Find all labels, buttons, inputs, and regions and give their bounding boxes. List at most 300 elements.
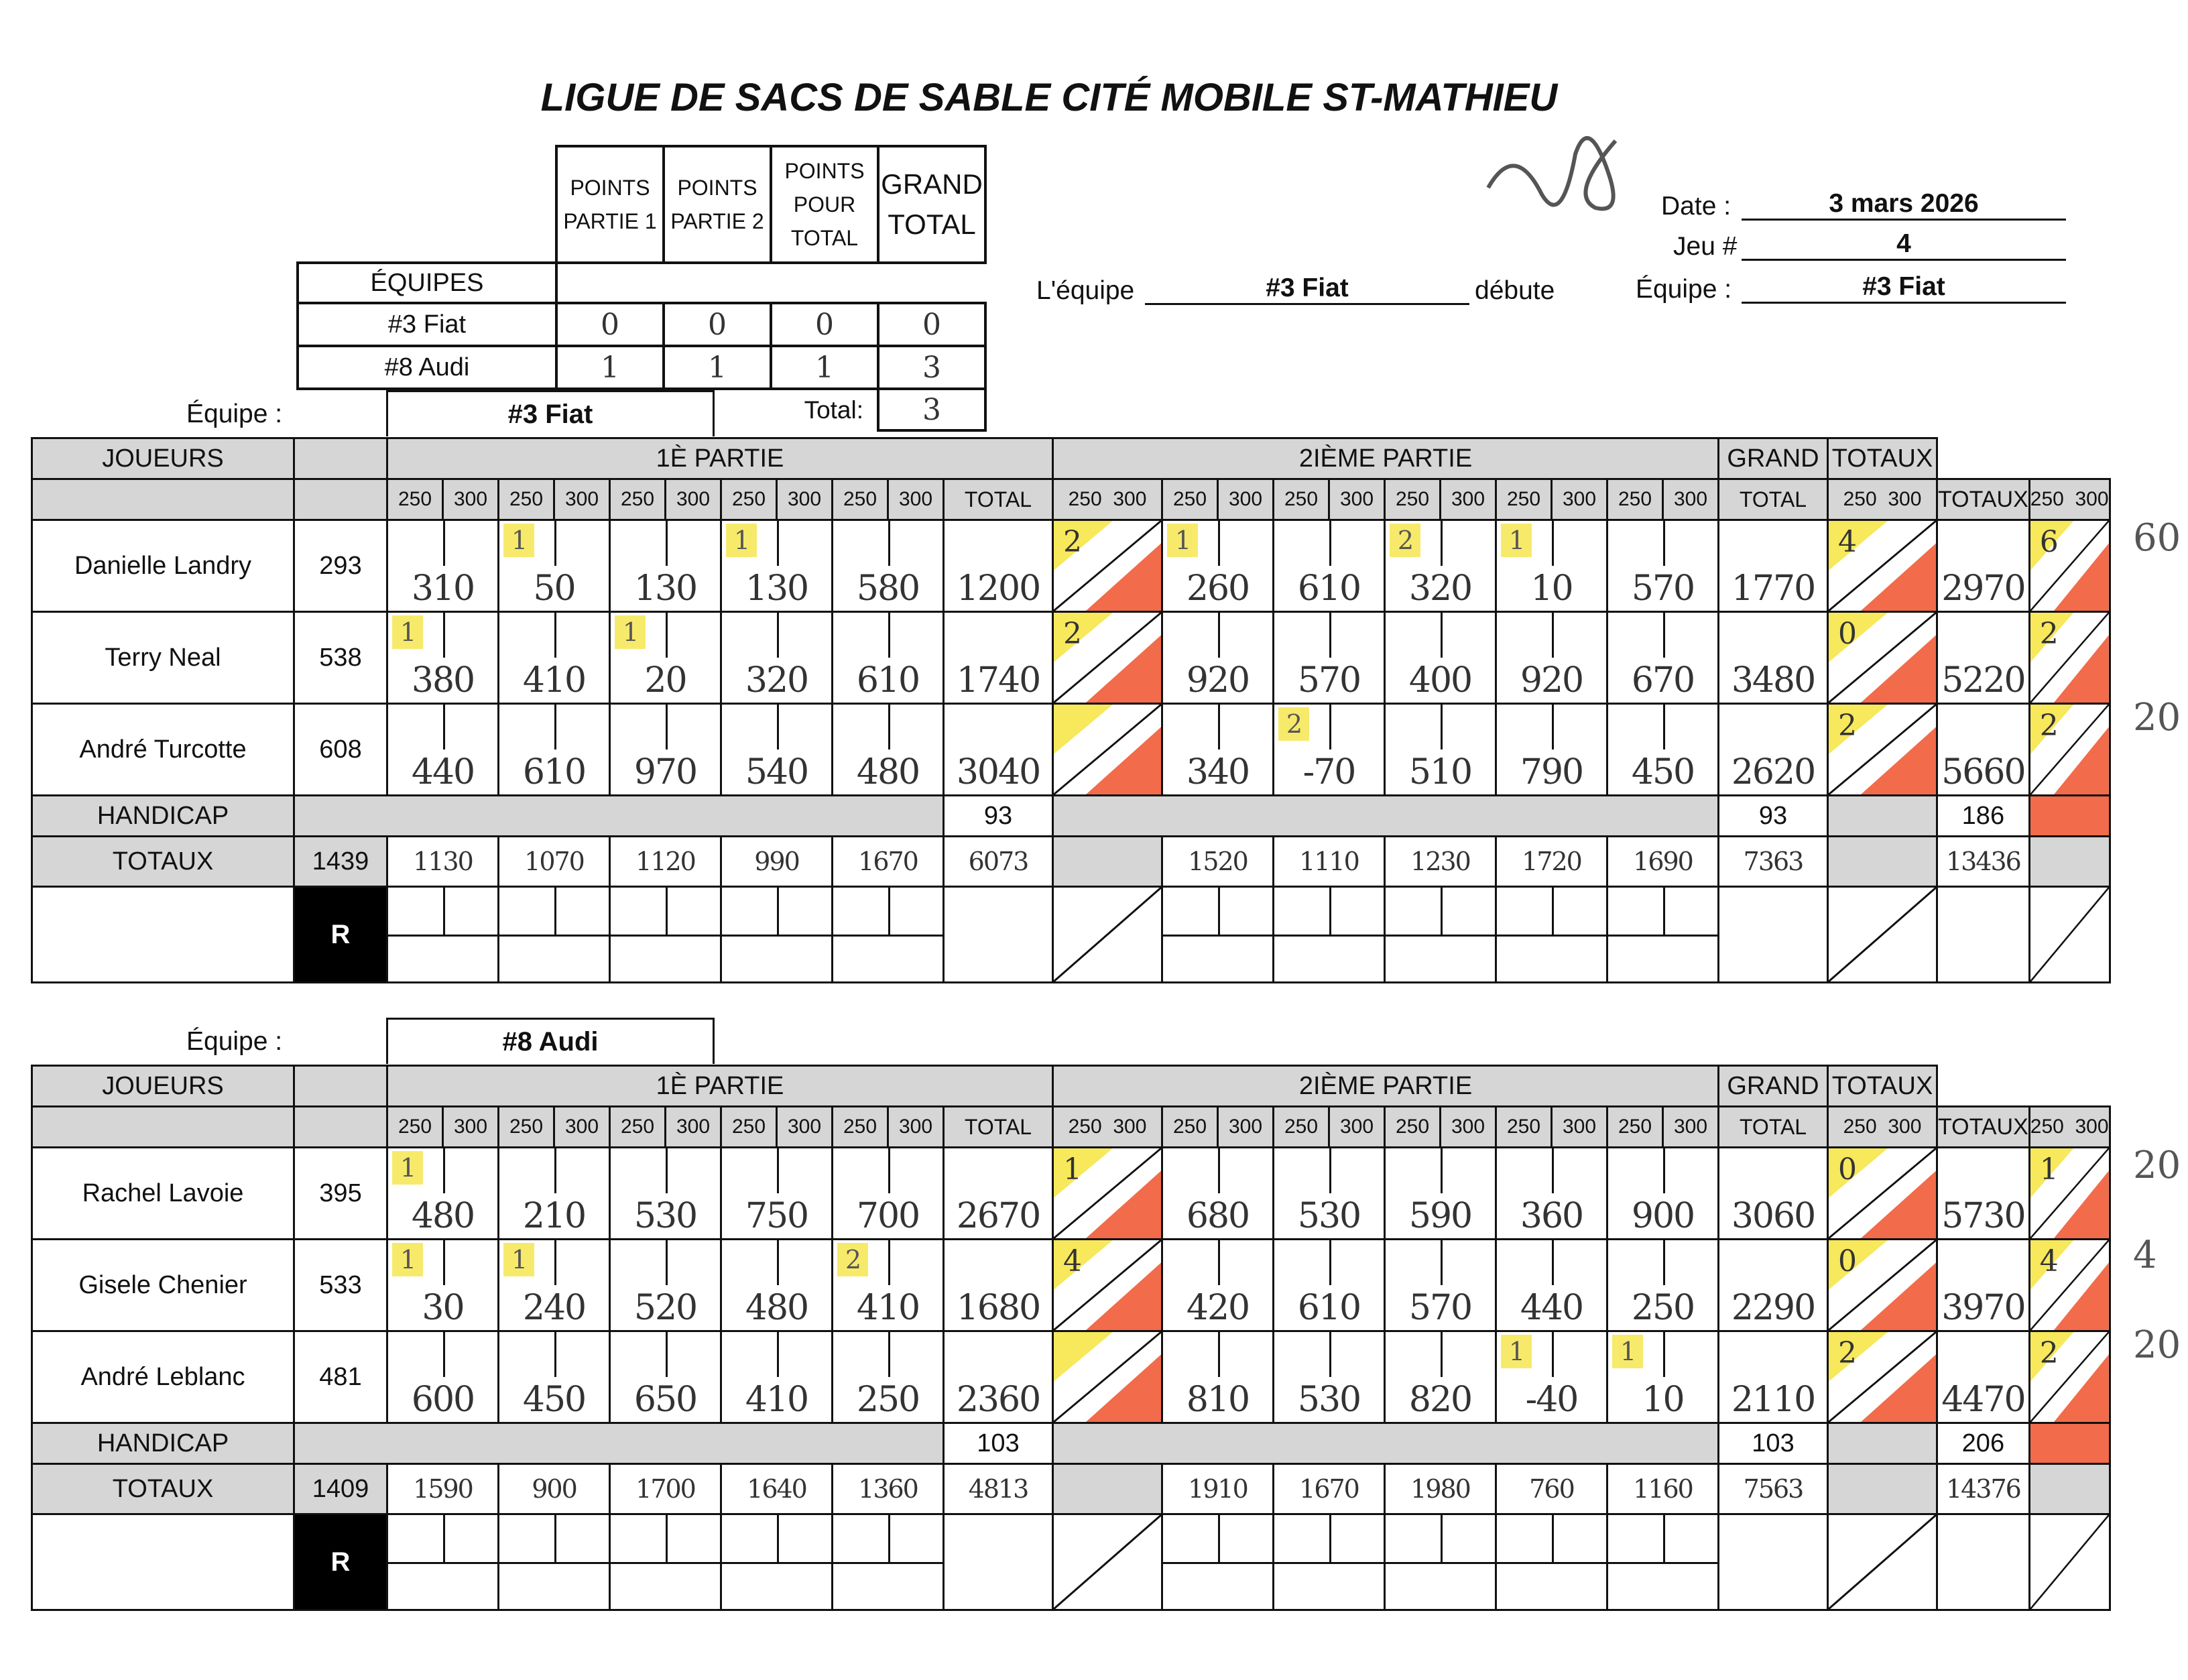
points-cell (1829, 1332, 1936, 1422)
sub-300: 300 (1552, 1107, 1607, 1148)
points-cell (1829, 521, 1936, 611)
totaux-row (32, 837, 2110, 887)
round-score (610, 704, 721, 796)
partie-total: 2110 (1719, 1331, 1828, 1423)
signature-scribble (1475, 114, 1636, 248)
points-value: 4 (1838, 525, 1857, 559)
sub-300: 300 (1113, 488, 1147, 510)
sub-300: 300 (2075, 1116, 2109, 1138)
totaux-score: 1120 (610, 837, 721, 887)
page-title: LIGUE DE SACS DE SABLE CITÉ MOBILE ST-MATHIEU (540, 76, 1558, 119)
round-score (721, 612, 833, 704)
grand-total: 5730 (1937, 1148, 2030, 1240)
sub-250: 250 (1385, 479, 1441, 520)
score-value: 450 (1631, 752, 1695, 792)
sub-250: 250 (499, 479, 554, 520)
totaux-p1-total: 6073 (944, 837, 1053, 887)
score-table (31, 1065, 2111, 1611)
round-score (833, 612, 944, 704)
round-score (1607, 1240, 1719, 1331)
round-score (833, 704, 944, 796)
totaux-score: 1070 (499, 837, 610, 887)
reserve-row (32, 887, 2110, 983)
margin-note: 20 (2133, 1323, 2181, 1367)
round-score (1385, 612, 1496, 704)
sub-250: 250 (721, 479, 777, 520)
round-score (1607, 704, 1719, 796)
round-score (1607, 612, 1719, 704)
score-value: 250 (856, 1380, 920, 1420)
sub-300: 300 (777, 1107, 833, 1148)
totaux-row (32, 1464, 2110, 1514)
points-cell (1829, 705, 1936, 794)
totaux-score: 1590 (387, 1464, 499, 1514)
points-cell (1829, 1148, 1936, 1238)
reserve-marker: R (294, 887, 387, 983)
score-value: 820 (1408, 1380, 1472, 1420)
totaux-score: 1720 (1496, 837, 1607, 887)
col-totaux: TOTAUX (1828, 1066, 1937, 1107)
totaux-hc: 1439 (294, 837, 387, 887)
partie-total: 2290 (1719, 1240, 1828, 1331)
player-row (32, 1148, 2110, 1240)
diagonal-line (2030, 1515, 2109, 1609)
totaux-score: 1160 (1607, 1464, 1719, 1514)
points-cell (2030, 1515, 2109, 1609)
reserve-row (32, 1514, 2110, 1610)
sub-300: 300 (1663, 479, 1719, 520)
debute-label: débute (1475, 276, 1555, 305)
score-value: 530 (633, 1196, 697, 1236)
col-total: TOTAL (944, 479, 1053, 520)
score-value: -70 (1302, 752, 1355, 792)
totaux-score: 1910 (1162, 1464, 1274, 1514)
sub-300: 300 (554, 479, 610, 520)
margin-note: 4 (2133, 1234, 2157, 1277)
points-cell (2030, 1240, 2109, 1330)
score-value: 310 (411, 568, 475, 609)
points-cell (1054, 1148, 1161, 1238)
sub-250: 250 (387, 479, 443, 520)
points-value: 6 (2039, 525, 2059, 559)
summary-col-grand: GRAND TOTAL (878, 146, 985, 263)
score-value: 440 (1520, 1288, 1583, 1328)
totaux-score: 1130 (387, 837, 499, 887)
points-cell (1829, 888, 1936, 981)
points-cell (2030, 888, 2109, 981)
player-name: André Leblanc (32, 1331, 294, 1423)
score-value: 540 (745, 752, 808, 792)
score-value: 210 (522, 1196, 586, 1236)
lequipe-label: L'équipe (1036, 276, 1135, 305)
round-score (387, 1148, 499, 1240)
points-cell (2030, 1332, 2109, 1422)
score-value: 900 (1631, 1196, 1695, 1236)
sub-250: 250 (1162, 1107, 1218, 1148)
score-value: 450 (522, 1380, 586, 1420)
highlight-mark: 1 (615, 615, 646, 649)
score-value: 410 (522, 660, 586, 701)
sub-300: 300 (666, 1107, 721, 1148)
round-score (499, 520, 610, 612)
sub-250: 250 (833, 479, 888, 520)
diagonal-line (1054, 888, 1161, 981)
sub-300: 300 (1218, 1107, 1274, 1148)
totaux-p1-total: 4813 (944, 1464, 1053, 1514)
totaux-grand: 13436 (1937, 837, 2030, 887)
player-row (32, 1331, 2110, 1423)
points-value: 2 (2039, 709, 2059, 743)
round-score (833, 1148, 944, 1240)
sub-250: 250 (1068, 488, 1102, 510)
margin-note: 20 (2133, 696, 2181, 739)
date-label: Date : (1661, 192, 1731, 221)
player-handicap: 395 (294, 1148, 387, 1240)
sub-250: 250 (1607, 479, 1663, 520)
round-score (387, 520, 499, 612)
score-value: 240 (522, 1288, 586, 1328)
sub-300: 300 (1441, 1107, 1496, 1148)
diagonal-line (1054, 1332, 1161, 1422)
round-score (610, 1240, 721, 1331)
totaux-score: 1980 (1385, 1464, 1496, 1514)
summary-total-value: 3 (878, 389, 985, 430)
handicap-p1: 103 (944, 1423, 1053, 1464)
grand-total: 5660 (1937, 704, 2030, 796)
summary-col-p1: POINTS PARTIE 1 (556, 146, 664, 263)
points-cell (1054, 521, 1161, 611)
sub-250: 250 (387, 1107, 443, 1148)
col-joueurs: JOUEURS (32, 1066, 294, 1107)
highlight-mark: 1 (392, 615, 423, 649)
score-value: 920 (1520, 660, 1583, 701)
score-value: 570 (1408, 1288, 1472, 1328)
totaux-hc: 1409 (294, 1464, 387, 1514)
totaux-score: 1690 (1607, 837, 1719, 887)
round-score (499, 1331, 610, 1423)
score-value: 420 (1186, 1288, 1250, 1328)
totaux-score: 1640 (721, 1464, 833, 1514)
summary-col-total: POINTS POUR TOTAL (771, 146, 878, 263)
team-label: Équipe : (186, 1027, 283, 1056)
points-cell (2030, 521, 2109, 611)
col-grand: GRAND (1719, 1066, 1828, 1107)
equipe-value: #3 Fiat (1742, 272, 2066, 304)
handicap-grand: 186 (1937, 796, 2030, 837)
points-value: 2 (1063, 617, 1082, 651)
sub-250: 250 (1496, 1107, 1552, 1148)
col-partie1: 1È PARTIE (387, 1066, 1053, 1107)
sub-300: 300 (1663, 1107, 1719, 1148)
score-value: 530 (1297, 1380, 1361, 1420)
score-value: 610 (1297, 568, 1361, 609)
score-value: 920 (1186, 660, 1250, 701)
score-value: 380 (411, 660, 475, 701)
round-score (1162, 520, 1274, 612)
lequipe-value: #3 Fiat (1145, 274, 1469, 305)
handicap-p2: 93 (1719, 796, 1828, 837)
col-partie2: 2IÈME PARTIE (1053, 438, 1719, 479)
points-value: 4 (2039, 1244, 2059, 1278)
points-cell (1054, 888, 1161, 981)
points-cell (1829, 1515, 1936, 1609)
score-value: 130 (633, 568, 697, 609)
round-score (1385, 1331, 1496, 1423)
col-totaux: TOTAUX (1828, 438, 1937, 479)
player-handicap: 538 (294, 612, 387, 704)
sub-250: 250 (1068, 1116, 1102, 1138)
round-score (833, 520, 944, 612)
grand-total: 4470 (1937, 1331, 2030, 1423)
player-handicap: 481 (294, 1331, 387, 1423)
highlight-mark: 2 (1390, 524, 1420, 557)
totaux-p2-total: 7363 (1719, 837, 1828, 887)
score-value: 50 (533, 568, 575, 609)
points-cell (1054, 1240, 1161, 1330)
col-joueurs: JOUEURS (32, 438, 294, 479)
score-value: 750 (745, 1196, 808, 1236)
sub-250: 250 (2030, 1116, 2064, 1138)
partie-total: 2620 (1719, 704, 1828, 796)
score-value: 320 (1408, 568, 1472, 609)
round-score (1496, 1240, 1607, 1331)
score-value: 410 (856, 1288, 920, 1328)
summary-row: #8 Audi 1 1 1 3 (298, 346, 985, 389)
diagonal-line (1054, 1515, 1161, 1609)
sub-300: 300 (2075, 488, 2109, 510)
round-score (499, 612, 610, 704)
sub-250: 250 (610, 1107, 666, 1148)
totaux-score: 1110 (1274, 837, 1385, 887)
score-value: 650 (633, 1380, 697, 1420)
points-cell (1054, 705, 1161, 794)
handicap-row (32, 796, 2110, 837)
points-value: 1 (2039, 1152, 2059, 1187)
points-value: 2 (2039, 1336, 2059, 1370)
points-cell (2030, 1148, 2109, 1238)
totaux-label: TOTAUX (32, 1464, 294, 1514)
highlight-mark: 1 (392, 1151, 423, 1185)
score-value: 360 (1520, 1196, 1583, 1236)
score-value: 130 (745, 568, 808, 609)
totaux-score: 1520 (1162, 837, 1274, 887)
team-name: #8 Audi (386, 1018, 715, 1064)
player-handicap: 533 (294, 1240, 387, 1331)
round-score (1274, 612, 1385, 704)
sub-300: 300 (1888, 488, 1922, 510)
handicap-grand: 206 (1937, 1423, 2030, 1464)
totaux-score: 1230 (1385, 837, 1496, 887)
highlight-mark: 1 (1501, 1335, 1532, 1368)
grand-total: 5220 (1937, 612, 2030, 704)
points-value: 2 (1063, 525, 1082, 559)
summary-row: #3 Fiat 0 0 0 0 (298, 303, 985, 346)
points-cell (2030, 613, 2109, 703)
score-value: -40 (1525, 1380, 1578, 1420)
summary-col-equipes: ÉQUIPES (298, 263, 556, 303)
sub-300: 300 (888, 1107, 944, 1148)
round-score (1162, 704, 1274, 796)
score-value: 250 (1631, 1288, 1695, 1328)
totaux-score: 900 (499, 1464, 610, 1514)
sub-250: 250 (1607, 1107, 1663, 1148)
points-value: 2 (1838, 709, 1857, 743)
round-score (610, 1331, 721, 1423)
player-name: André Turcotte (32, 704, 294, 796)
sub-300: 300 (1218, 479, 1274, 520)
sub-300: 300 (1329, 479, 1385, 520)
round-score (1274, 1240, 1385, 1331)
totaux-score: 1670 (1274, 1464, 1385, 1514)
partie-total: 3480 (1719, 612, 1828, 704)
totaux-score: 1670 (833, 837, 944, 887)
player-name: Terry Neal (32, 612, 294, 704)
points-value: 2 (2039, 617, 2059, 651)
reserve-marker: R (294, 1514, 387, 1610)
score-value: 440 (411, 752, 475, 792)
points-cell (2030, 705, 2109, 794)
sub-250: 250 (1843, 1116, 1877, 1138)
totaux-score: 1700 (610, 1464, 721, 1514)
round-score (1496, 520, 1607, 612)
round-score (1607, 520, 1719, 612)
score-value: 480 (745, 1288, 808, 1328)
score-value: 570 (1631, 568, 1695, 609)
round-score (1274, 1148, 1385, 1240)
round-score (387, 704, 499, 796)
points-cell (1054, 1515, 1161, 1609)
score-value: 810 (1186, 1380, 1250, 1420)
points-value: 1 (1063, 1152, 1082, 1187)
diagonal-line (2030, 888, 2109, 981)
score-value: 340 (1186, 752, 1250, 792)
round-score (610, 612, 721, 704)
sub-300: 300 (1441, 479, 1496, 520)
diagonal-line (1054, 705, 1161, 794)
highlight-mark: 1 (503, 524, 534, 557)
highlight-mark: 2 (1278, 707, 1309, 741)
partie-total: 1680 (944, 1240, 1053, 1331)
col-partie1: 1È PARTIE (387, 438, 1053, 479)
player-handicap: 293 (294, 520, 387, 612)
score-value: 570 (1297, 660, 1361, 701)
player-handicap: 608 (294, 704, 387, 796)
score-value: 610 (1297, 1288, 1361, 1328)
score-value: 400 (1408, 660, 1472, 701)
round-score (721, 1148, 833, 1240)
round-score (499, 1240, 610, 1331)
col-total: TOTAL (1719, 1107, 1828, 1148)
score-value: 610 (522, 752, 586, 792)
score-value: 580 (856, 568, 920, 609)
player-row (32, 704, 2110, 796)
sub-300: 300 (777, 479, 833, 520)
score-value: 590 (1408, 1196, 1472, 1236)
sub-250: 250 (499, 1107, 554, 1148)
score-value: 530 (1297, 1196, 1361, 1236)
sub-300: 300 (1113, 1116, 1147, 1138)
score-value: 480 (411, 1196, 475, 1236)
player-name: Gisele Chenier (32, 1240, 294, 1331)
round-score (499, 1148, 610, 1240)
totaux-label: TOTAUX (32, 837, 294, 887)
points-cell (1054, 1332, 1161, 1422)
score-value: 670 (1631, 660, 1695, 701)
sub-250: 250 (1843, 488, 1877, 510)
round-score (1162, 1240, 1274, 1331)
summary-total-label: Total: (804, 396, 863, 424)
score-value: 480 (856, 752, 920, 792)
col-grand: GRAND (1719, 438, 1828, 479)
partie-total: 3060 (1719, 1148, 1828, 1240)
round-score (387, 1240, 499, 1331)
partie-total: 1770 (1719, 520, 1828, 612)
summary-col-p2: POINTS PARTIE 2 (664, 146, 771, 263)
player-name: Rachel Lavoie (32, 1148, 294, 1240)
totaux-score: 990 (721, 837, 833, 887)
partie-total: 2670 (944, 1148, 1053, 1240)
round-score (1385, 520, 1496, 612)
points-cell (1054, 613, 1161, 703)
handicap-p2: 103 (1719, 1423, 1828, 1464)
col-partie2: 2IÈME PARTIE (1053, 1066, 1719, 1107)
sub-300: 300 (1552, 479, 1607, 520)
jeu-label: Jeu # (1673, 232, 1738, 261)
handicap-p1: 93 (944, 796, 1053, 837)
round-score (1274, 520, 1385, 612)
handicap-label: HANDICAP (32, 796, 294, 837)
partie-total: 2360 (944, 1331, 1053, 1423)
player-row (32, 612, 2110, 704)
round-score (610, 520, 721, 612)
handicap-label: HANDICAP (32, 1423, 294, 1464)
diagonal-line (1829, 888, 1936, 981)
sub-250: 250 (1162, 479, 1218, 520)
round-score (387, 612, 499, 704)
points-value: 0 (1838, 1152, 1857, 1187)
sub-300: 300 (1329, 1107, 1385, 1148)
score-value: 790 (1520, 752, 1583, 792)
round-score (1385, 1240, 1496, 1331)
highlight-mark: 1 (726, 524, 757, 557)
totaux-score: 1360 (833, 1464, 944, 1514)
round-score (1162, 1148, 1274, 1240)
partie-total: 3040 (944, 704, 1053, 796)
totaux-p2-total: 7563 (1719, 1464, 1828, 1514)
sub-250: 250 (721, 1107, 777, 1148)
score-value: 510 (1408, 752, 1472, 792)
score-value: 20 (644, 660, 686, 701)
points-cell (1829, 1240, 1936, 1330)
date-value: 3 mars 2026 (1742, 189, 2066, 221)
sub-250: 250 (610, 479, 666, 520)
partie-total: 1740 (944, 612, 1053, 704)
score-value: 260 (1186, 568, 1250, 609)
points-value: 2 (1838, 1336, 1857, 1370)
round-score (1274, 1331, 1385, 1423)
round-score (1162, 1331, 1274, 1423)
score-value: 410 (745, 1380, 808, 1420)
sub-250: 250 (1274, 1107, 1329, 1148)
score-value: 10 (1642, 1380, 1684, 1420)
sub-250: 250 (1385, 1107, 1441, 1148)
round-score (721, 520, 833, 612)
sub-250: 250 (1274, 479, 1329, 520)
margin-note: 20 (2133, 1144, 2181, 1187)
sub-300: 300 (1888, 1116, 1922, 1138)
sub-250: 250 (833, 1107, 888, 1148)
sub-250: 250 (2030, 488, 2064, 510)
